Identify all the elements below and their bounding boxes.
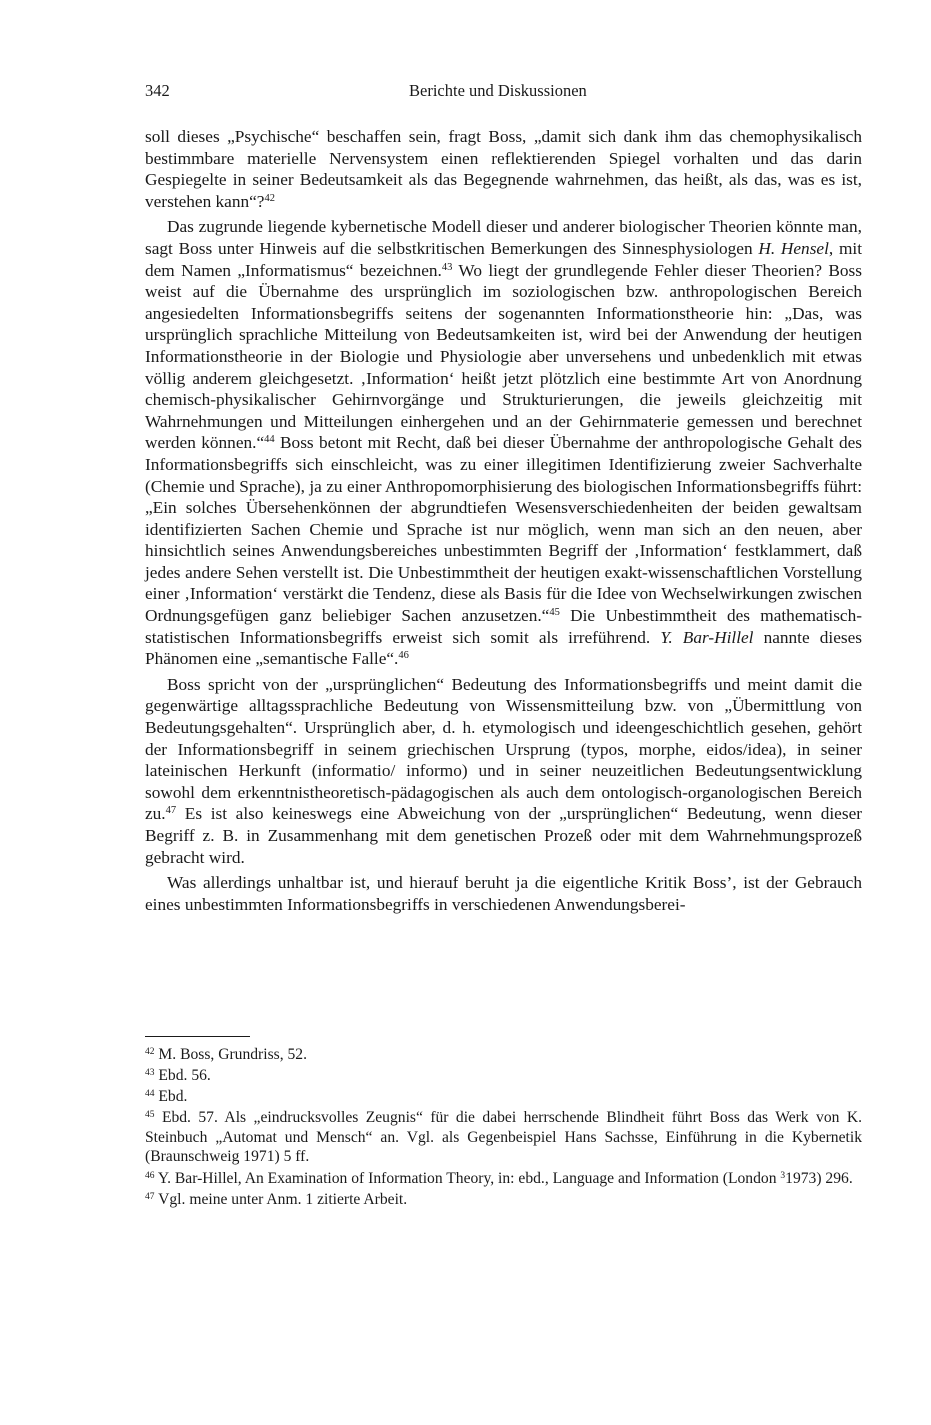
- paragraph-text: Es ist also keineswegs eine Abweichung von der „ursprünglichen“ Bedeutung, wenn dieser Begriff z. B. in Zusammenhang mit dem genetischen Prozeß oder mit dem Wahrnehmungsprozeß gebracht wird.: [145, 804, 862, 867]
- paragraph-text: Das zugrunde liegende kybernetische Modell dieser und anderer biologischer Theorien könnte man, sagt Boss unter Hinweis auf die selbstkritischen Bemerkungen des Sinnesphysiologen: [145, 217, 862, 258]
- paragraph-text: Boss betont mit Recht, daß bei dieser Übernahme der anthropologische Gehalt des Informationsbegriffs sich einschleicht, was zu einer illegitimen Identifizierung zweier Sachverhalte (Chemie und Sprache), ja zu einer Anthropomorphisierung des biologischen Informationsbegriffs führt: „Ein solches Übersehenkönnen der abgrundtiefen Wesensverschiedenheiten der beiden gewaltsam identifizierten Sachen Chemie und Sprache ist nur möglich, wenn man sich an den neuen, aber hinsichtlich seines Anwendungsbereiches unbestimmten Begriff der ‚Information‘ festklammert, daß jedes andere Sehen verstellt ist. Die Unbestimmtheit der heutigen exakt-wissenschaftlichen Vorstellung einer ‚Information‘ verstärkt die Tendenz, diese als Basis für die Idee von Wechselwirkungen zwischen Ordnungsgefügen ganz beliebiger Sachen anzusetzen.“: [145, 433, 862, 626]
- edition-number: 3: [780, 1170, 786, 1181]
- page-number: 342: [145, 81, 170, 100]
- footnote-text: Ebd. 57. Als „eindrucksvolles Zeugnis“ für die dabei herrschende Blindheit führt Boss das Werk von K. Steinbuch „Automat und Mensch“ an. Vgl. als Gegenbeispiel Hans Sachsse, Einführung in die Kybernetik (Braunschweig 1971) 5 ff.: [145, 1109, 862, 1166]
- footnote-text: Y. Bar-Hillel, An Examination of Information Theory, in: ebd., Language and Information (London: [157, 1169, 781, 1187]
- footnote-number: 47: [145, 1191, 155, 1202]
- footnote-number: 45: [145, 1110, 155, 1121]
- footnote-number: 46: [145, 1170, 155, 1181]
- footnote-ref: 43: [441, 261, 453, 273]
- author-name-hensel: H. Hensel: [758, 238, 829, 258]
- footnote-text: Ebd.: [158, 1088, 188, 1106]
- paragraph-text: Was allerdings unhaltbar ist, und hierauf beruht ja die eigentliche Kritik Boss’, ist der Gebrauch eines unbestimmten Informationsbegriffs in verschiedenen Anwendungsberei-: [145, 873, 862, 914]
- paragraph-text: , mit dem Namen „Informatismus“ bezeichnen.: [145, 238, 863, 280]
- paragraph-2: [145, 216, 862, 669]
- footnote-text: M. Boss, Grundriss, 52.: [158, 1046, 307, 1063]
- footnote-text: 1973) 296.: [785, 1169, 853, 1187]
- page-content: [145, 78, 862, 919]
- footnote-42: [145, 1045, 862, 1065]
- running-head: [145, 78, 862, 104]
- footnote-text: Vgl. meine unter Anm. 1 zitierte Arbeit.: [158, 1190, 408, 1208]
- footnote-ref: 44: [264, 434, 275, 446]
- footnote-number: 43: [145, 1068, 155, 1079]
- footnote-ref: 47: [165, 805, 177, 817]
- footnote-46: [145, 1169, 862, 1189]
- paragraph-text: nannte dieses Phänomen eine „semantische Falle“.: [145, 627, 862, 669]
- paragraph-text: Wo liegt der grundlegende Fehler dieser Theorien? Boss weist auf die Übernahme des ursprünglich im soziologischen bzw. anthropologischen Bereich angesiedelten Informationsbegriffs seitens der sogenannten Informationstheorie hin: „Das, was ursprünglich sprachliche Mitteilung von Bedeutsamkeiten ist, wird bei der Anwendung der heutigen Informationstheorie in der Biologie und Physiologie aber unversehens und unbedenklich mit etwas völlig anderem gleichgesetzt. ‚Information‘ heißt jetzt plötzlich eine bestimmte Art von Anordnung chemisch-physikalischer Gehirnvorgänge und Strukturierungen, die jeweils gleichzeitig mit Wahrnehmungen und Mitteilungen einhergehen und an der Gehirnmaterie gemessen und berechnet werden können.“: [145, 260, 862, 453]
- footnote-ref: 42: [264, 192, 275, 204]
- main-text: [145, 126, 862, 915]
- footnote-ref: 46: [398, 650, 409, 662]
- footnote-ref: 45: [549, 607, 560, 619]
- paragraph-3: [145, 674, 862, 868]
- footnote-44: [145, 1087, 862, 1107]
- paragraph-text: soll dieses „Psychische“ beschaffen sein, fragt Boss, „damit sich dank ihm das chemophysikalisch bestimmbare materielle Nervensystem einen reflektierenden Spiegel vorhalten und das darin Gespiegelte in seiner Bedeutsamkeit als das Begegnende wahrnehmen, das heißt, als das, was es ist, verstehen kann“?: [145, 127, 862, 211]
- footnote-43: [145, 1066, 862, 1086]
- footnotes: [145, 1045, 862, 1211]
- footnote-text: Ebd. 56.: [158, 1067, 211, 1085]
- footnote-45: [145, 1108, 862, 1167]
- running-title: Berichte und Diskussionen: [409, 81, 587, 100]
- paragraph-1: [145, 126, 862, 212]
- paragraph-text: Boss spricht von der „ursprünglichen“ Bedeutung des Informationsbegriffs und meint damit die gegenwärtige alltagssprachliche Bedeutung von Wissensmitteilung bzw. von „Übermittlung von Bedeutungsgehalten“. Ursprünglich aber, d. h. etymologisch und ideengeschichtlich gesehen, gehört der Informationsbegriff in seinem griechischen Ursprung (typos, morphe, eidos/idea), in seiner lateinischen Herkunft (informatio/ informo) und in seiner neuzeitlichen Bedeutungsentwicklung sowohl dem erkenntnistheoretisch-pädagogischen als auch dem ontologisch-organologischen Bereich zu.: [145, 674, 862, 824]
- author-name-bar-hillel: Y. Bar-Hillel: [660, 627, 754, 647]
- paragraph-text: Die Unbestimmtheit des mathematisch-statistischen Informationsbegriffs erweist sich somit als irreführend.: [145, 606, 862, 647]
- paragraph-4: [145, 872, 862, 915]
- footnote-47: [145, 1190, 862, 1210]
- footnote-number: 44: [145, 1089, 155, 1100]
- footnote-number: 42: [145, 1047, 155, 1057]
- footnote-separator: [145, 1036, 250, 1037]
